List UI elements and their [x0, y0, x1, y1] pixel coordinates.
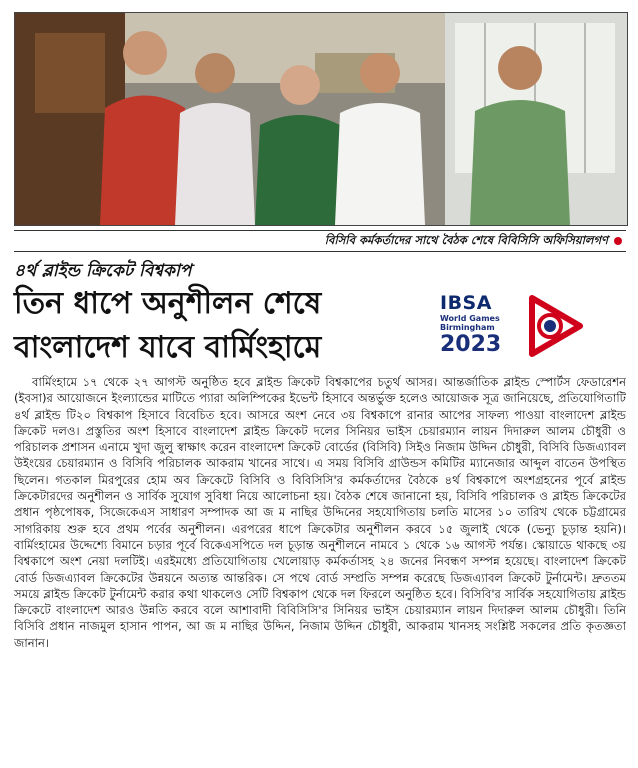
- group-photo-icon: [15, 13, 627, 225]
- logo-line-1: World Games: [440, 314, 500, 323]
- kicker: ৪র্থ ব্লাইন্ড ক্রিকেট বিশ্বকাপ: [14, 261, 192, 281]
- headline-line-1: তিন ধাপে অনুশীলন শেষে: [14, 286, 322, 321]
- headline: [14, 282, 434, 370]
- logo-title: IBSA: [440, 292, 492, 314]
- ibsa-target-icon: [526, 294, 584, 358]
- photo-caption: [14, 230, 626, 252]
- logo-year: 2023: [440, 332, 502, 357]
- article-body: [14, 374, 626, 764]
- article-text: বার্মিংহামে ১৭ থেকে ২৭ আগস্ট অনুষ্ঠিত হবে ব্লাইন্ড ক্রিকেট বিশ্বকাপের চতুর্থ আসর। আন্তর্জাতিক ব্লাইন্ড স্পোর্টস ফেডারেশন (ইবসা)র আয়োজনে ইংল্যান্ডের মাটিতে প্যারা অলিম্পিকের ইভেন্ট হিসাবে অন্তর্ভুক্ত হলেও আয়োজক সূত্র জানিয়েছে, প্রতিযোগিতাটি ৪র্থ ব্লাইন্ড টি২০ বিশ্বকাপ হিসাবে বিবেচিত হবে। আসরে অংশ নেবে ৩য় বিশ্বকাপে রানার আপের সাফল্য পাওয়া বাংলাদেশ ব্লাইন্ড ক্রিকেট দলও। প্রস্তুতির অংশ হিসাবে বাংলাদেশ ব্লাইন্ড ক্রিকেট দলের সিনিয়র ভাইস চেয়ারম্যান লায়ন দিদারুল আলম চৌধুরী ও পরিচালক প্রশাসন এনামে খুদা জুলু স্বাক্ষাৎ করেন বাংলাদেশ ক্রিকেট বোর্ডের (বিসিবি) সিইও নিজাম উদ্দিন চৌধুরী, বিসিবি ডিজএ্যাবল উইংয়ের চেয়ারম্যান ও বিসিবি পরিচালক আকরাম খানের সাথে। এ সময় বিসিবি গ্রাউন্ডস কমিটির ম্যানেজার আব্দুল বাতেন উপস্থিত ছিলেন। গতকাল মিরপুরের হোম অব ক্রিকেটে বিসিবি ও বিবিসিসি'র কর্মকর্তাদের বৈঠকে ৪র্থ বিশ্বকাপে অংশগ্রহনের পূর্বে ব্লাইন্ড ক্রিকেটারদের অনুশীলন ও সার্বিক সুযোগ সুবিধা নিয়ে আলোচনা হয়। বৈঠক শেষে জানানো হয়, বিসিবি পরিচালক ও ব্লাইন্ড ক্রিকেটের প্রধান পৃষ্ঠপোষক, সিজেকেএস সাধারণ সম্পাদক আ জ ম নাছির উদ্দিনের সহযোগিতায় চলতি মাসের ১০ তারিখ থেকে চট্টগ্রামের সাগরিকায় শুরু হবে প্রথম পর্বের অনুশীলন। এরপরের ধাপে ক্রিকেটার অনুশীলন করবে ১৫ জুলাই থেকে (ভেন্যু চূড়ান্ত হয়নি)। বার্মিংহামের উদ্দেশ্যে বিমানে চড়ার পূর্বে বিকেএসপিতে দল চূড়ান্ত অনুশীলনে নামবে ১ থেকে ১৬ আগস্ট পর্যন্ত। স্কোয়াডে থাকছে ৩য় বিশ্বকাপে অংশ নেয়া দলটিই। এরইমধ্যে প্রতিযোগিতায় খেলোয়াড় কর্মকর্তাসহ ২৪ জনের নিবন্ধণ সম্পন্ন হয়েছে। বাংলাদেশ ক্রিকেট বোর্ড ডিজএ্যাবল ক্রিকেটের উন্নয়নে অত্যন্ত আন্তরিক। সে পথে বোর্ড সম্প্রতি সম্পন্ন করেছে ডিজএ্যাবল ক্রিকেট টুর্নামেন্ট। দ্রুততম সময়ে ব্লাইন্ড ক্রিকেট টুর্নামেন্ট করার কথা থাকলেও সেটি বিশ্বকাপ থেকে দল ফিরলে অনুষ্ঠিত হবে। বিসিবি'র সার্বিক সহযোগিতায় ব্লাইন্ড ক্রিকেটে বাংলাদেশ আরও উন্নতি করবে বলে আশাবাদী বিবিসিসি'র সিনিয়র ভাইস চেয়ারম্যান লায়ন দিদারুল আলম চৌধুরী। তিনি বিসিবি প্রধান নাজমুল হাসান পাপন, আ জ ম নাছির উদ্দিন, নিজাম উদ্দিন চৌধুরী, আকরাম খানসহ সংশ্লিষ্ট সকলের প্রতি কৃতজ্ঞতা জানান।: [14, 375, 626, 650]
- caption-text: বিসিবি কর্মকর্তাদের সাথে বৈঠক শেষে বিবিসিসি অফিসিয়ালগণ: [324, 232, 608, 247]
- headline-line-2: বাংলাদেশ যাবে বার্মিংহামে: [14, 330, 322, 365]
- logo-line-2: Birmingham: [440, 323, 495, 332]
- ibsa-logo: [434, 288, 584, 366]
- red-bullet-icon: [614, 237, 622, 245]
- news-photo: [14, 12, 628, 226]
